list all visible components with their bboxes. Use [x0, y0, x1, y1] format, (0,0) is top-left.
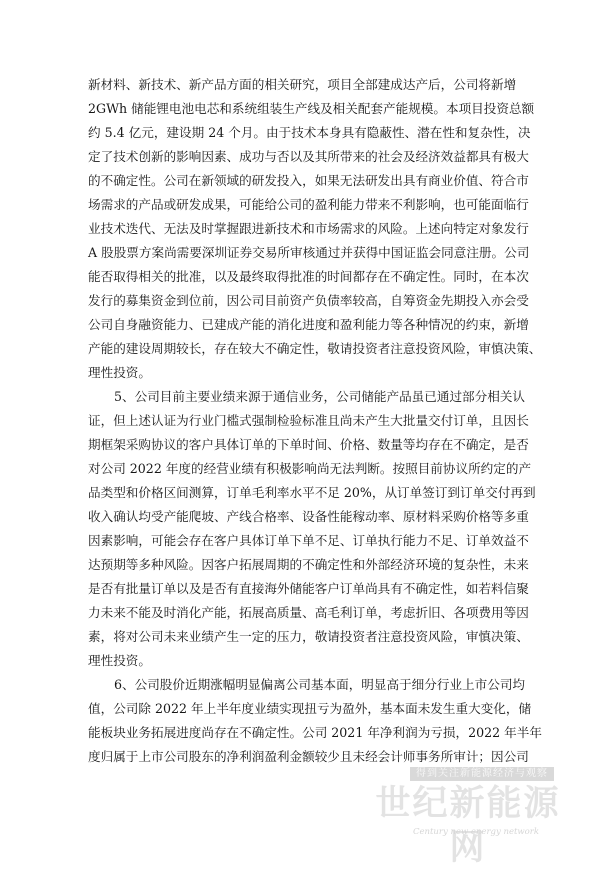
text-line: 约 5.4 亿元，建设期 24 个月。由于技术本身具有隐蔽性、潜在性和复杂性，决 [88, 125, 531, 140]
text-line: 的不确定性。公司在新领域的研发投入，如果无法研发出具有商业价值、符合市 [88, 173, 529, 188]
text-line: 是否有批量订单以及是否有直接海外储能客户订单尚具有不确定性，如若料信聚 [88, 581, 529, 596]
text-line: 期框架采购协议的客户具体订单的下单时间、价格、数量等均存在不确定，是否 [88, 437, 529, 452]
text-line: 理性投资。 [88, 365, 151, 380]
text-line: 达预期等多种风险。因客户拓展周期的不确定性和外部经济环境的复杂性，未来 [88, 557, 529, 572]
text-line: 理性投资。 [88, 653, 151, 668]
text-line: 发行的募集资金到位前，因公司目前资产负债率较高，自筹资金先期投入亦会受 [88, 293, 529, 308]
text-line: 收入确认均受产能爬坡、产线合格率、设备性能稼动率、原材料采购价格等多重 [88, 509, 529, 524]
text-line: 因素影响，可能会存在客户具体订单下单不足、订单执行能力不足、订单效益不 [88, 533, 529, 548]
watermark-logo: 世纪新能源网 [375, 784, 561, 868]
watermark-subtitle: Century new energy network [412, 827, 540, 837]
text-line: A 股股票方案尚需要深圳证券交易所审核通过并获得中国证监会同意注册。公司 [88, 245, 530, 260]
text-line: 定了技术创新的影响因素、成功与否以及其所带来的社会及经济效益都具有极大 [88, 149, 529, 164]
text-line: 2GWh 储能锂电池电芯和系统组装生产线及相关配套产能规模。本项目投资总额 [88, 101, 535, 116]
text-line: 新材料、新技术、新产品方面的相关研究，项目全部建成达产后，公司将新增 [88, 77, 517, 92]
text-line: 对公司 2022 年度的经营业绩有积极影响尚无法判断。按照目前协议所约定的产 [88, 461, 532, 476]
text-line: 产能的建设周期较长，存在较大不确定性，敬请投资者注意投资风险，审慎决策、 [88, 341, 542, 356]
text-line: 公司自身融资能力、已建成产能的消化进度和盈利能力等各种情况的约束，新增 [88, 317, 529, 332]
text-line: 业技术迭代、无法及时掌握跟进新技术和市场需求的风险。上述向特定对象发行 [88, 221, 529, 236]
text-line: 品类型和价格区间测算，订单毛利率水平不足 20%，从订单签订到订单交付再到 [88, 485, 536, 500]
text-line: 值，公司除 2022 年上半年度业绩实现扭亏为盈外，基本面未发生重大变化，储 [88, 701, 532, 716]
text-line: 素，将对公司未来业绩产生一定的压力，敬请投资者注意投资风险，审慎决策、 [88, 629, 529, 644]
text-line: 证，但上述认证为行业门槛式强制检验标准且尚未产生大批量交付订单，且因长 [88, 413, 529, 428]
paragraph-start-line: 6、公司股价近期涨幅明显偏离公司基本面，明显高于细分行业上市公司均 [114, 677, 526, 692]
paragraph-start-line: 5、公司目前主要业绩来源于通信业务，公司储能产品虽已通过部分相关认 [114, 389, 526, 404]
watermark-strip: 得到关注新能源经济与观察 [410, 767, 554, 781]
text-line: 能否取得相关的批准，以及最终取得批准的时间都存在不确定性。同时，在本次 [88, 269, 529, 284]
text-line: 场需求的产品或研发成果，可能给公司的盈利能力带来不利影响，也可能面临行 [88, 197, 529, 212]
text-line: 能板块业务拓展进度尚存在不确定性。公司 2021 年净利润为亏损，2022 年半年 [88, 725, 542, 740]
text-line: 力未来不能及时消化产能，拓展高质量、高毛利订单，考虑折旧、各项费用等因 [88, 605, 529, 620]
text-line: 度归属于上市公司股东的净利润盈利金额较少且未经会计师事务所审计；因公司 [88, 749, 529, 764]
